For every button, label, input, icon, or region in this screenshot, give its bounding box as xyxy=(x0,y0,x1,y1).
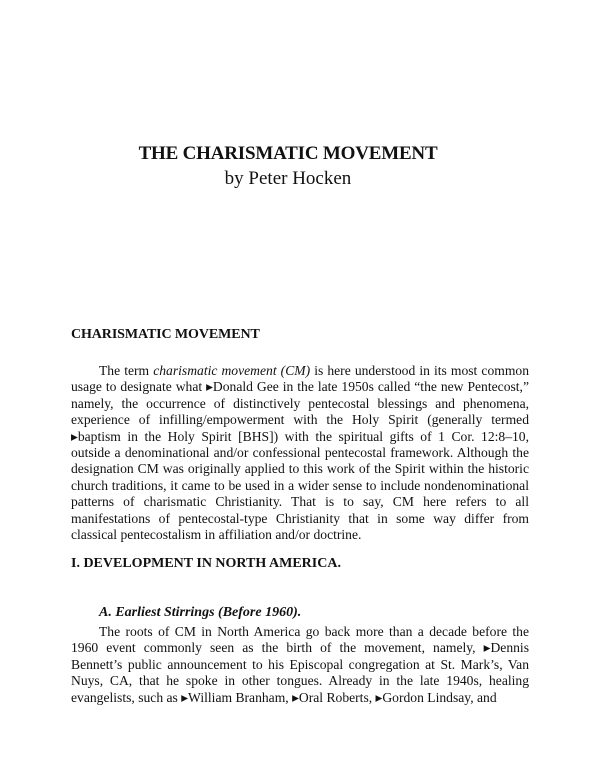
paragraph-lead: The term xyxy=(99,363,154,378)
paragraph-body: The roots of CM in North America go back more than a decade before the 1960 event commonly seen as the birth of the movement, namely, ▸Dennis Bennett’s public announcement to his Episcopal congregation at St. Mark’s, Van Nuys, CA, that he spoke in other tongues. Already in the late 1940s, healing evangelists, such as ▸William Branham, ▸Oral Roberts, ▸Gordon Lindsay, and xyxy=(71,624,529,705)
subsection-a-heading: A. Earliest Stirrings (Before 1960). xyxy=(99,605,302,620)
roots-paragraph xyxy=(71,624,529,706)
intro-paragraph xyxy=(71,363,529,543)
author-byline: by Peter Hocken xyxy=(224,168,352,189)
defined-term: charismatic movement (CM) xyxy=(153,363,311,378)
document-title: THE CHARISMATIC MOVEMENT xyxy=(138,143,438,164)
paragraph-body: is here understood in its most common usage to designate what ▸Donald Gee in the late 1950s called “the new Pentecost,” namely, the occurrence of distinctively pentecostal blessings and phenomena, experience of infilling/empowerment with the Holy Spirit (generally termed ▸baptism in the Holy Spirit [BHS]) with the spiritual gifts of 1 Cor. 12:8–10, outside a denominational and/or confessional pentecostal framework. Although the designation CM was originally applied to this work of the Spirit within the historic church traditions, it came to be used in a wider sense to include nondenominational patterns of charismatic Christianity. That is to say, CM here refers to all manifestations of pentecostal-type Christianity that in some way differ from classical pentecostalism in affiliation and/or doctrine. xyxy=(71,363,529,543)
section-1-heading: I. DEVELOPMENT IN NORTH AMERICA. xyxy=(71,556,341,571)
section-heading: CHARISMATIC MOVEMENT xyxy=(71,327,260,342)
